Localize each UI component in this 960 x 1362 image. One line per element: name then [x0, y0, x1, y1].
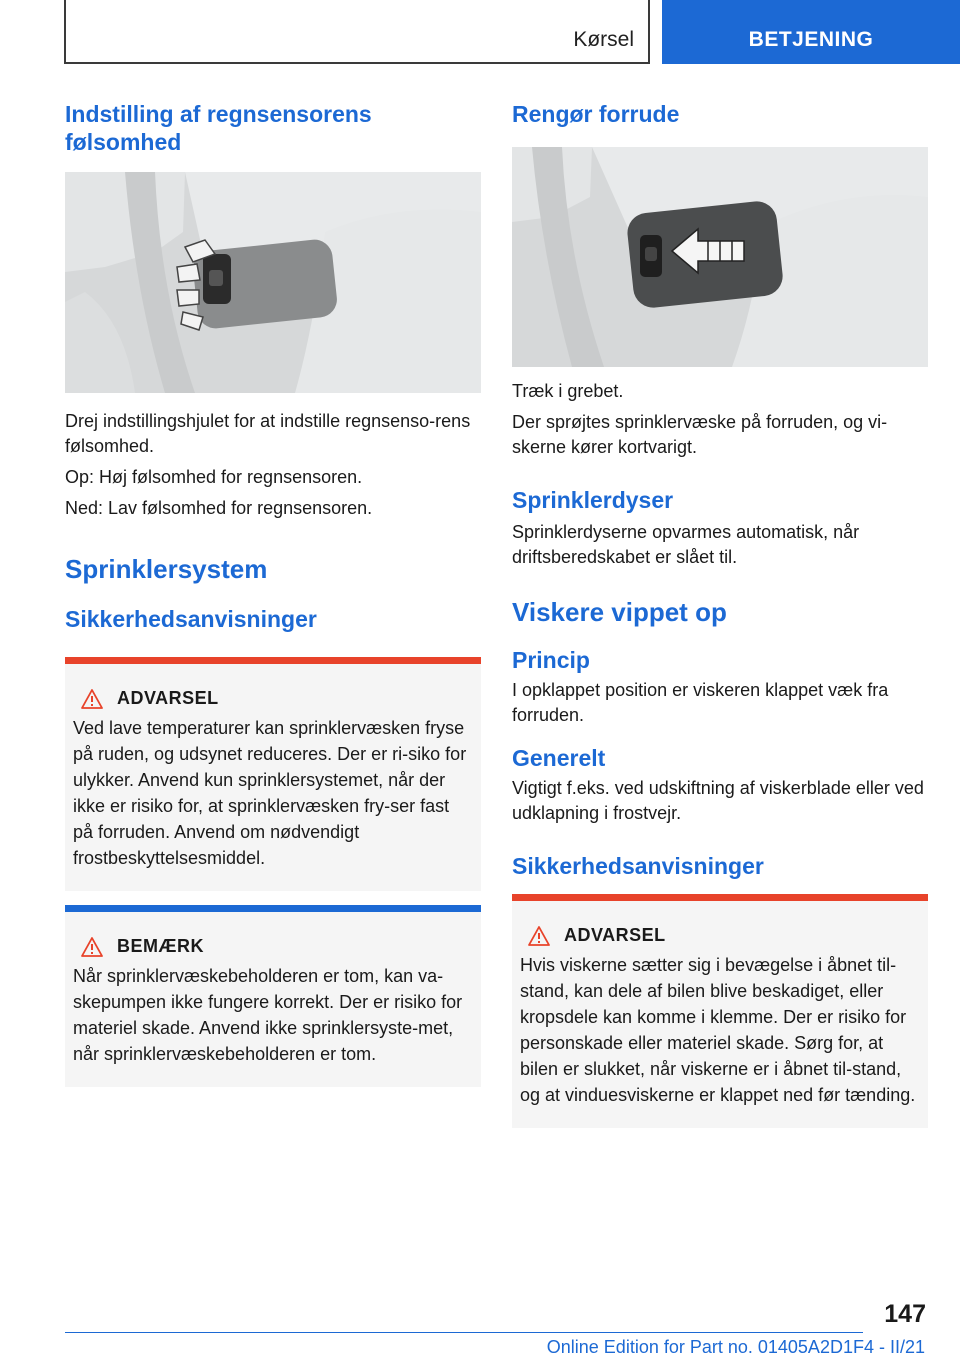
- warning-box-wipers: [512, 894, 928, 1128]
- pull-lever-instruction: Træk i grebet.: [512, 381, 624, 401]
- note-text-empty-tank: Når sprinklervæskebeholderen er tom, kan va-skepumpen ikke fungere korrekt. Der er risiko for materiel skade. Anvend ikke sprinklersyste-met, når sprinklervæskebeholderen er tom.: [73, 966, 463, 1064]
- caution-triangle-icon: [81, 937, 103, 957]
- washer-description: Der sprøjtes sprinklervæske på forruden, og vi-skerne kører kortvarigt.: [512, 412, 888, 457]
- header-chapter-title: BETJENING: [748, 28, 874, 51]
- warning-label-freeze: ADVARSEL: [117, 688, 219, 708]
- rain-sensor-up: Op: Høj følsomhed for regnsensoren.: [65, 467, 363, 487]
- footer-edition: Online Edition for Part no. 01405A2D1F4 - II/21: [546, 1337, 925, 1357]
- general-text: Vigtigt f.eks. ved udskiftning af viskerblade eller ved udklapning i frostvejr.: [512, 778, 924, 823]
- header-chapter-box: [662, 0, 960, 64]
- rain-sensor-illustration: [65, 172, 481, 393]
- note-label-empty-tank: BEMÆRK: [117, 936, 204, 956]
- warning-title-freeze: [77, 688, 473, 709]
- right-column: [512, 100, 928, 1128]
- clean-windshield-heading: Rengør forrude: [512, 101, 680, 127]
- washer-nozzles-heading: Sprinklerdyser: [512, 487, 674, 513]
- clean-windshield-illustration: [512, 147, 928, 367]
- header-section-title: Kørsel: [573, 28, 634, 51]
- footer-divider: [65, 1332, 863, 1333]
- windshield-lever-image-icon: [512, 147, 928, 367]
- left-column: [65, 100, 481, 1087]
- header-section-box: [64, 0, 650, 64]
- safety-heading-right: Sikkerhedsanvisninger: [512, 853, 764, 879]
- warning-text-wipers: Hvis viskerne sætter sig i bevægelse i åbnet til-stand, kan dele af bilen blive beskadiget, eller kropsdele kan komme i klemme. Der er risiko for personskade eller materiel skade. Sørg for, at bilen er slukket, når viskerne er i åbnet til-stand, og at vinduesviskerne er klappet ned før tænding.: [520, 955, 916, 1105]
- principle-heading: Princip: [512, 647, 590, 673]
- rain-sensor-instruction: Drej indstillingshjulet for at indstille regnsenso-rens følsomhed.: [65, 411, 471, 456]
- warning-label-wipers: ADVARSEL: [564, 925, 666, 945]
- principle-text: I opklappet position er viskeren klappet væk fra forruden.: [512, 680, 889, 725]
- warning-text-freeze: Ved lave temperaturer kan sprinklervæsken fryse på ruden, og udsynet reduceres. Der er ri-siko for ulykker. Anvend kun sprinklersystemet, når der ikke er risiko for, at sprinklervæsken fry-ser fast på forruden. Anvend om nødvendigt frostbeskyttelsesmiddel.: [73, 718, 467, 868]
- rain-sensor-heading: Indstilling af regnsensorens følsomhed: [65, 101, 372, 155]
- warning-triangle-icon: [81, 689, 103, 709]
- sprinkler-system-heading: Sprinklersystem: [65, 554, 268, 584]
- warning-box-freeze: [65, 657, 481, 891]
- rain-sensor-image-icon: [65, 172, 481, 393]
- note-box-empty-tank: [65, 905, 481, 1087]
- warning-title-wipers: [524, 925, 920, 946]
- washer-nozzles-text: Sprinklerdyserne opvarmes automatisk, når driftsberedskabet er slået til.: [512, 522, 860, 567]
- page-number: 147: [884, 1300, 926, 1328]
- note-title-empty-tank: [77, 936, 473, 957]
- warning-triangle-icon: [528, 926, 550, 946]
- safety-heading-left: Sikkerhedsanvisninger: [65, 606, 317, 632]
- wipers-folded-heading: Viskere vippet op: [512, 597, 727, 627]
- rain-sensor-down: Ned: Lav følsomhed for regnsensoren.: [65, 498, 373, 518]
- general-heading: Generelt: [512, 745, 606, 771]
